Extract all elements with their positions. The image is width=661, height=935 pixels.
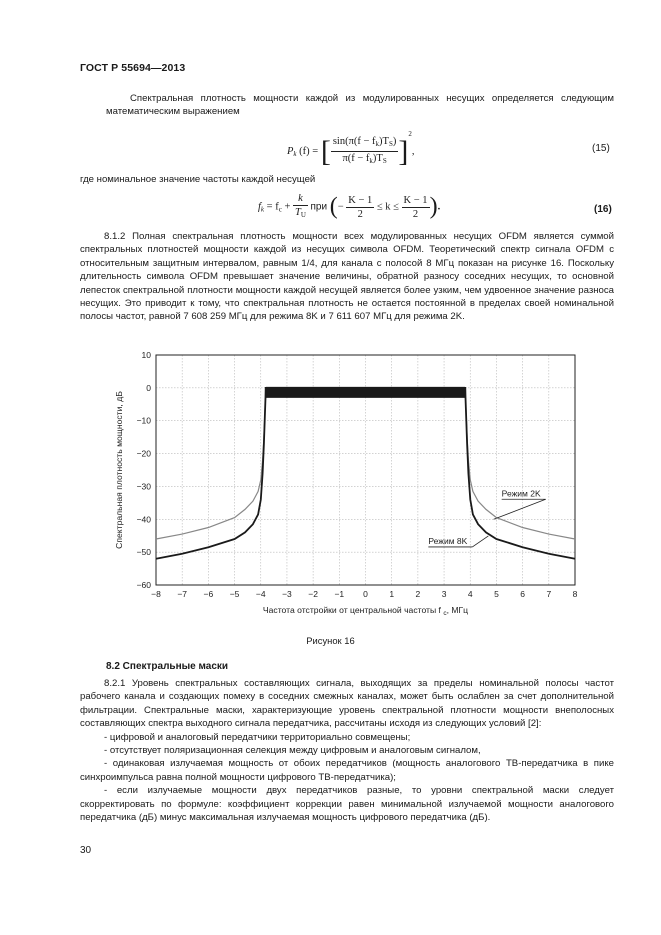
intro-paragraph [106, 92, 614, 119]
x-tick-label: 7 [546, 589, 552, 599]
y-tick-label: −30 [136, 481, 151, 492]
condition-item-2: - отсутствует поляризационная селекция между цифровым и аналоговым сигналом, [104, 745, 481, 757]
y-tick-label: −60 [136, 580, 151, 590]
annotation-mode-2k: Режим 2K [501, 488, 541, 499]
page-number: 30 [80, 845, 92, 856]
y-tick-label: 0 [146, 382, 151, 393]
equation-number-15: (15) [592, 143, 610, 154]
x-tick-label: −3 [282, 589, 292, 599]
figure-16-chart [108, 345, 588, 630]
document-header: ГОСТ Р 55694—2013 [80, 62, 186, 74]
x-tick-label: −5 [229, 589, 240, 599]
y-tick-label: −50 [136, 547, 151, 558]
where-paragraph [80, 173, 614, 186]
formula-15-power: 2 [408, 130, 412, 138]
formula-15-num: sin(π(f − f [332, 136, 376, 148]
y-tick-label: −10 [136, 415, 151, 426]
x-tick-label: −4 [255, 589, 266, 599]
x-tick-label: −1 [334, 589, 345, 599]
x-tick-label: 0 [363, 589, 368, 599]
x-axis-label: Частота отстройки от центральной частоты f $_c$, МГц [262, 605, 469, 617]
formula-15-lhs: P [287, 146, 294, 157]
condition-item-1: - цифровой и аналоговый передатчики территориально совмещены; [104, 731, 411, 743]
formula-16: $f_k = f_c$ + $\frac{k}{T_U}$ при (− $\frac{K - 1}{2}$ ≤ k ≤ $\frac{K - 1}{2}$ ). [258, 193, 441, 220]
section-8-2-1-text: 8.2.1 Уровень спектральных составляющих сигнала, выходящих за пределы номинальной полосы частот рабочего канала и создающих помеху в соседних смежных каналах, может быть ослаблен за счет дополнительной фильтрации. Спектральные маски, характеризующие уровень спектральной плотности мощности внеполосных составляющих спектра выходного сигнала передатчика, рассчитаны исходя из следующих условий [2]: [80, 678, 614, 730]
y-tick-label: −20 [136, 448, 151, 459]
x-tick-label: 6 [520, 589, 525, 599]
condition-item-4: - если излучаемые мощности двух передатчиков разные, то уровни спектральной маски следует скорректировать по формуле: коэффициент коррекции равен минимальной излучаемой мощности аналогового передатчика (дБ) минус максимальная излучаемая мощность цифрового передатчика (дБ). [80, 785, 614, 824]
section-8-2-body [80, 677, 614, 824]
equation-number-16: (16) [594, 204, 612, 215]
figure-caption: Рисунок 16 [306, 635, 355, 646]
spectrum-chart [108, 345, 588, 630]
intro-text: Спектральная плотность мощности каждой из модулированных несущих определяется следующим математическим выражением [106, 93, 614, 118]
where-text: где номинальное значение частоты каждой несущей [80, 174, 316, 185]
x-tick-label: 2 [415, 589, 421, 599]
condition-item-3: - одинаковая излучаемая мощность от обоих передатчиков (мощность аналогового ТВ-передатчика в пике синхроимпульса равна полной мощности цифрового ТВ-передатчика); [80, 758, 614, 783]
y-axis-label: Спектральная плотность мощности, дБ [114, 391, 124, 549]
x-tick-label: −2 [308, 589, 318, 599]
x-tick-label: 1 [389, 589, 395, 599]
section-8-2-title: 8.2 Спектральные маски [106, 661, 229, 672]
y-tick-label: −40 [136, 514, 151, 525]
x-tick-label: −6 [203, 589, 214, 599]
x-tick-label: 5 [494, 589, 499, 599]
x-tick-label: −8 [151, 589, 161, 599]
formula-15: $P_k$ (f) = [ $\frac{\sin(\pi(f - f_k)T_S)}{\pi(f - f_k)T_S}$ ]$^2$, [287, 130, 415, 168]
annotation-mode-8k: Режим 8K [428, 535, 468, 546]
formula-15-den: π(f − f [342, 153, 370, 165]
formula-15-lhs-sub: k [293, 150, 297, 158]
x-tick-label: 4 [467, 589, 473, 599]
passband-bar [266, 387, 465, 398]
annotation-mode-8k-leader [472, 536, 488, 547]
section-8-1-2 [80, 230, 614, 324]
x-tick-label: 8 [572, 589, 578, 599]
section-8-1-2-text: 8.1.2 Полная спектральная плотность мощности всех модулированных несущих OFDM является суммой спектральных плотностей мощности каждой из несущих символа OFDM. Теоретический спектр сигнала OFDM с относительным защитным интервалом, равным 1/4, для канала с полосой 8 МГц показан на рисунке 16. Поскольку длительность символа OFDM превышает значение величины, обратной разносу соседних несущих, то основной лепесток спектральной плотности мощности каждой несущей является более узким, чем удвоенное значение разноса несущих. Это приводит к тому, что спектральная плотность не остается постоянной в пределах своей номинальной полосы частот, равной 7 608 259 МГц для режима 8K и 7 611 607 МГц для режима 2K. [80, 231, 614, 323]
y-tick-label: 10 [141, 350, 151, 360]
x-tick-label: −7 [177, 589, 188, 599]
x-tick-label: 3 [441, 589, 447, 599]
annotation-mode-2k-leader [494, 499, 546, 519]
formula-15-arg: (f) = [299, 146, 319, 157]
